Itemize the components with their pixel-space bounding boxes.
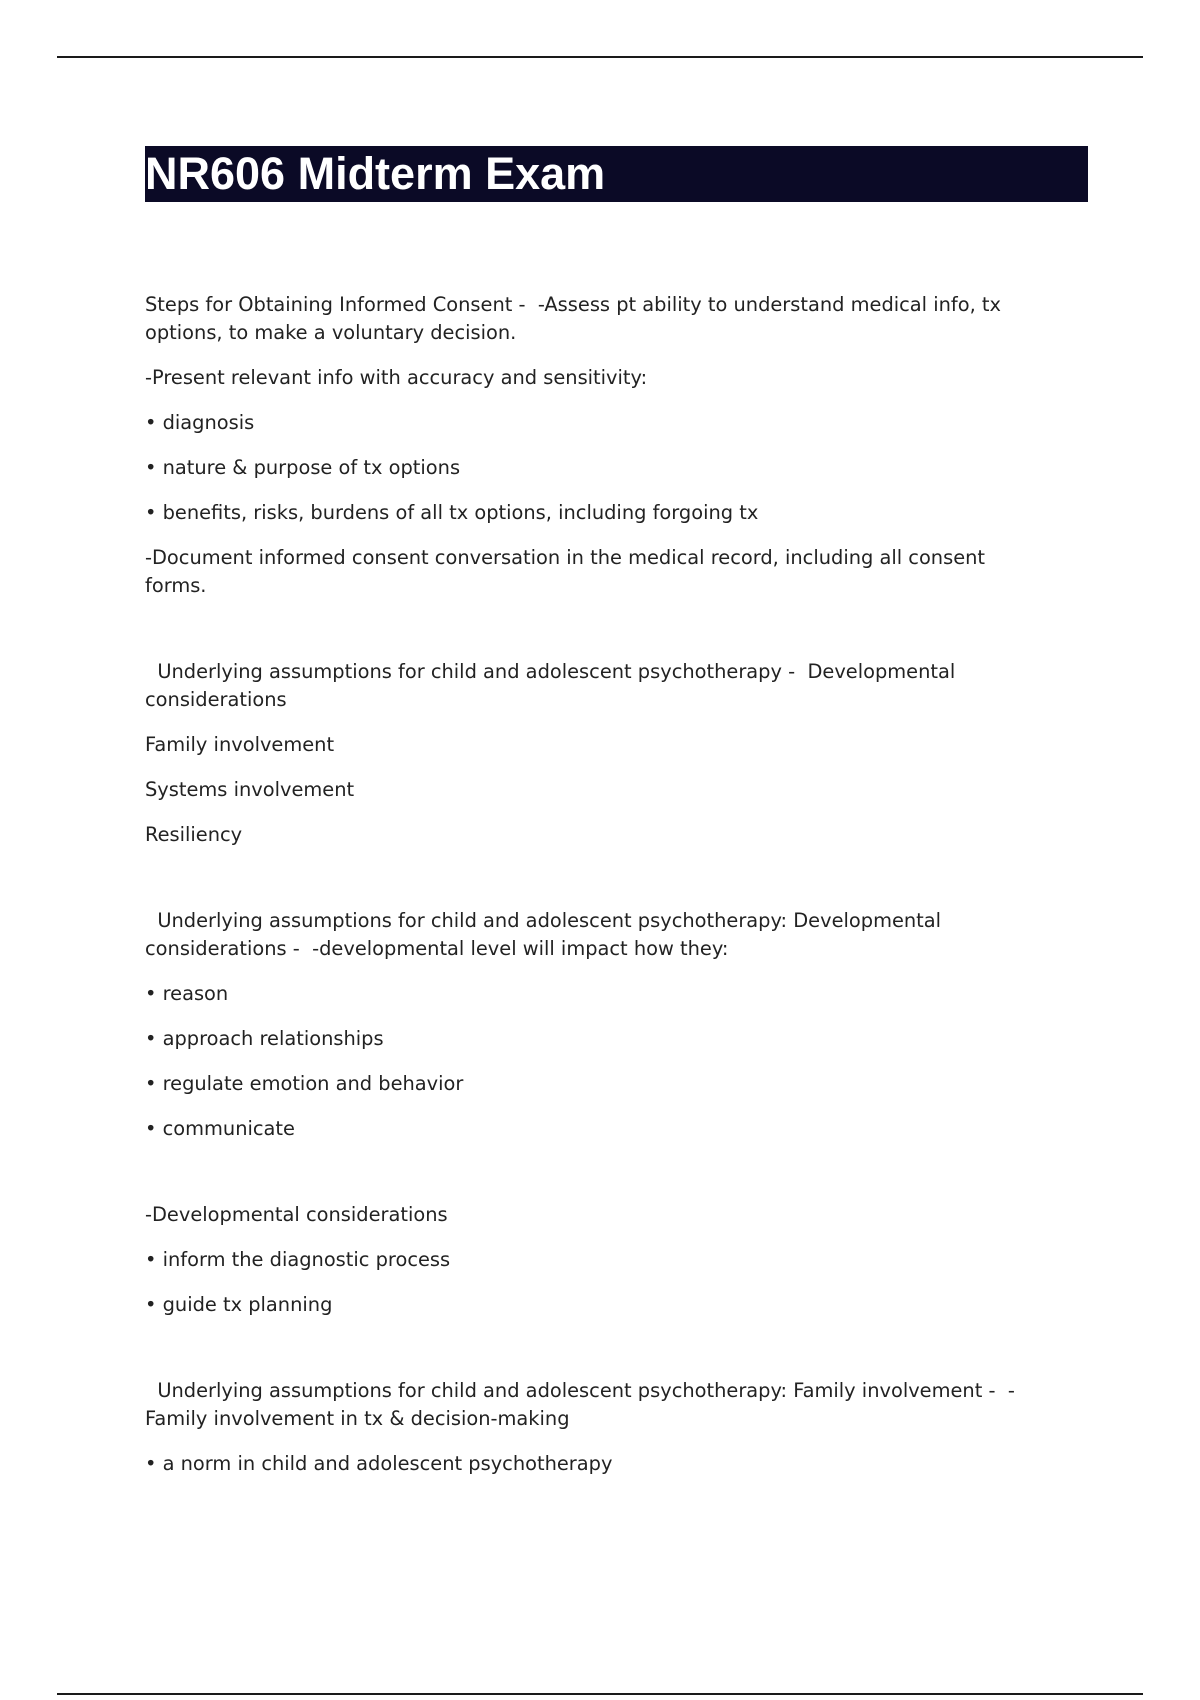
paragraph: Family involvement: [145, 733, 335, 756]
bullet-item: • a norm in child and adolescent psychotherapy: [145, 1452, 613, 1475]
bullet-item: • communicate: [145, 1117, 295, 1140]
paragraph: -Developmental considerations: [145, 1203, 448, 1226]
bullet-item: • approach relationships: [145, 1027, 384, 1050]
bullet-item: • guide tx planning: [145, 1293, 333, 1316]
qa-block: [145, 907, 1045, 1143]
paragraph: Resiliency: [145, 823, 243, 846]
paragraph: Underlying assumptions for child and adolescent psychotherapy: Family involvement - -Family involvement in tx & decision-making: [145, 1379, 1015, 1430]
qa-block: [145, 658, 1045, 849]
qa-block: [145, 1377, 1045, 1478]
paragraph: -Present relevant info with accuracy and sensitivity:: [145, 366, 648, 389]
bottom-rule: [57, 1693, 1143, 1695]
page-title: NR606 Midterm Exam: [145, 148, 606, 199]
paragraph: -Document informed consent conversation in the medical record, including all consent forms.: [145, 546, 992, 597]
top-rule: [57, 56, 1143, 58]
paragraph: Steps for Obtaining Informed Consent - -Assess pt ability to understand medical info, tx options, to make a voluntary decision.: [145, 293, 1008, 344]
paragraph: Underlying assumptions for child and adolescent psychotherapy - Developmental considerations: [145, 660, 962, 711]
paragraph: Systems involvement: [145, 778, 355, 801]
bullet-item: • inform the diagnostic process: [145, 1248, 451, 1271]
title-banner: [145, 146, 1088, 202]
bullet-item: • benefits, risks, burdens of all tx options, including forgoing tx: [145, 501, 759, 524]
document-body: [145, 291, 1045, 1478]
bullet-item: • diagnosis: [145, 411, 255, 434]
paragraph: Underlying assumptions for child and adolescent psychotherapy: Developmental considerations - -developmental level will impact how they:: [145, 909, 948, 960]
bullet-item: • regulate emotion and behavior: [145, 1072, 464, 1095]
qa-block: [145, 291, 1045, 600]
bullet-item: • reason: [145, 982, 229, 1005]
bullet-item: • nature & purpose of tx options: [145, 456, 461, 479]
qa-block: [145, 1201, 1045, 1319]
